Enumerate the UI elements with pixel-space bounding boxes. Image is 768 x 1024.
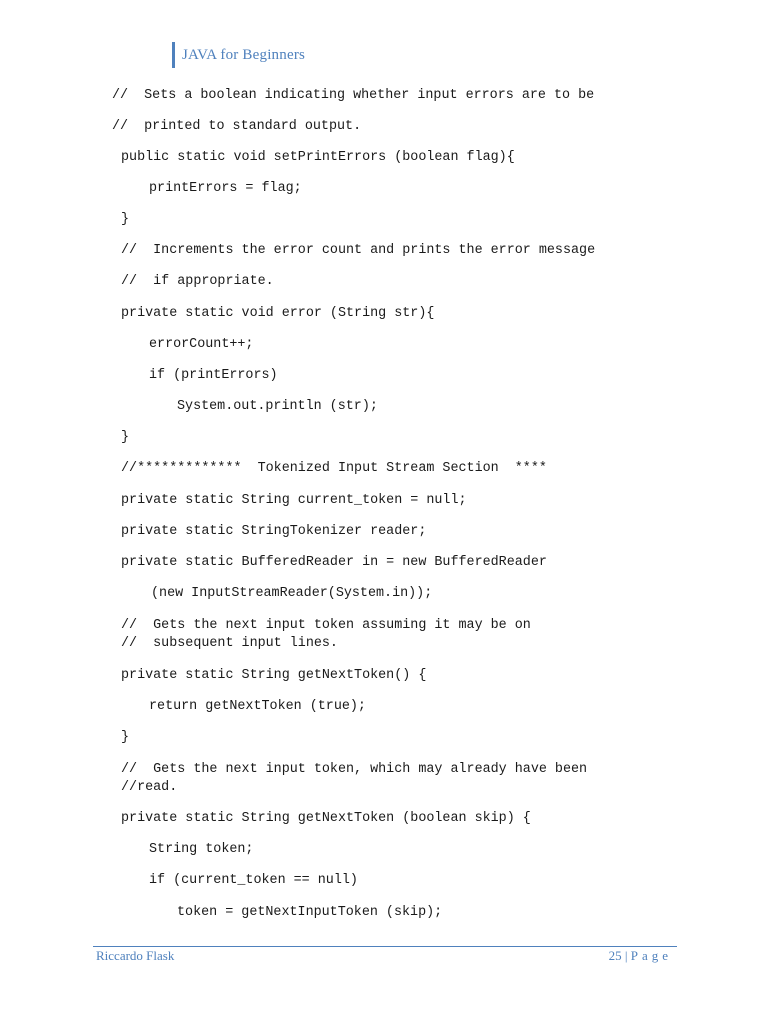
code-line: // printed to standard output. [112, 119, 362, 134]
code-line: if (printErrors) [149, 368, 278, 383]
code-line: (new InputStreamReader(System.in)); [151, 586, 433, 601]
page-number [609, 948, 672, 964]
code-line: private static void error (String str){ [121, 306, 435, 321]
code-line: private static StringTokenizer reader; [121, 524, 427, 539]
code-line: String token; [149, 842, 254, 857]
footer-rule [93, 946, 677, 947]
code-line: token = getNextInputToken (skip); [177, 905, 443, 920]
code-line: private static BufferedReader in = new BufferedReader [121, 555, 547, 570]
code-line: // Sets a boolean indicating whether input errors are to be [112, 88, 595, 103]
code-line: //read. [121, 780, 178, 795]
code-line: if (current_token == null) [149, 873, 358, 888]
code-line: // Gets the next input token assuming it may be on [121, 618, 531, 633]
code-line: private static String getNextToken (boolean skip) { [121, 811, 531, 826]
code-line: //************* Tokenized Input Stream Section **** [121, 461, 547, 476]
code-line: private static String current_token = null; [121, 493, 467, 508]
code-line: // if appropriate. [121, 274, 274, 289]
code-line: } [121, 730, 130, 745]
document-title: JAVA for Beginners [182, 46, 306, 63]
code-line: System.out.println (str); [177, 399, 378, 414]
code-line: } [121, 212, 130, 227]
header-accent-bar [172, 42, 175, 68]
code-line: return getNextToken (true); [149, 699, 366, 714]
code-line: // subsequent input lines. [121, 636, 338, 651]
running-header [172, 42, 305, 68]
code-line: // Increments the error count and prints the error message [121, 243, 596, 258]
page-number-value: 25 [608, 948, 622, 963]
code-line: printErrors = flag; [149, 181, 302, 196]
code-line: public static void setPrintErrors (boolean flag){ [121, 150, 515, 165]
code-line: // Gets the next input token, which may already have been [121, 762, 588, 777]
footer-author: Riccardo Flask [96, 948, 175, 963]
code-line: private static String getNextToken() { [121, 668, 427, 683]
page-separator: | [624, 948, 628, 963]
page-label: Page [630, 948, 672, 963]
code-line: } [121, 430, 130, 445]
code-line: errorCount++; [149, 337, 254, 352]
